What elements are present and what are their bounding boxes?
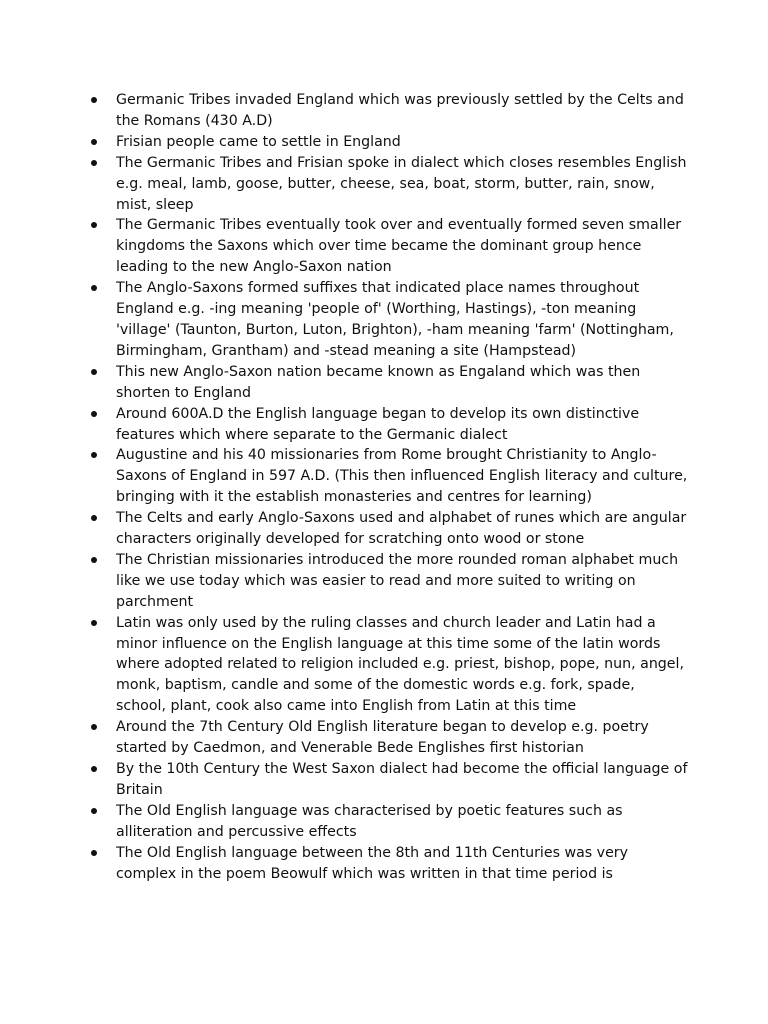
list-item-text: The Old English language between the 8th and 11th Centuries was very complex in the poem Beowulf which was written in that time period is [116, 844, 629, 882]
bullet-icon [91, 222, 97, 228]
list-item-text: Augustine and his 40 missionaries from Rome brought Christianity to Anglo-Saxons of England in 597 A.D. (This then influenced English literacy and culture, bringing with it the establish monasteries and centres for learning) [116, 447, 688, 506]
bullet-icon [91, 850, 97, 856]
list-item-text: This new Anglo-Saxon nation became known as Engaland which was then shorten to England [116, 363, 641, 401]
list-item [88, 613, 688, 718]
bullet-icon [91, 411, 97, 417]
list-item [88, 843, 688, 885]
list-item [88, 404, 688, 446]
bullet-icon [91, 766, 97, 772]
list-item-text: The Celts and early Anglo-Saxons used and alphabet of runes which are angular characters originally developed for scratching onto wood or stone [116, 510, 687, 548]
bullet-icon [91, 808, 97, 814]
list-item [88, 759, 688, 801]
list-item-text: Around the 7th Century Old English literature began to develop e.g. poetry started by Caedmon, and Venerable Bede Englishes first historian [116, 719, 649, 757]
list-item [88, 550, 688, 613]
list-item [88, 215, 688, 278]
bullet-icon [91, 160, 97, 166]
bullet-icon [91, 620, 97, 626]
list-item-text: The Germanic Tribes and Frisian spoke in dialect which closes resembles English e.g. meal, lamb, goose, butter, cheese, sea, boat, storm, butter, rain, snow, mist, sleep [116, 154, 687, 213]
list-item-text: Frisian people came to settle in England [116, 133, 401, 150]
list-item [88, 90, 688, 132]
list-item [88, 445, 688, 508]
list-item [88, 508, 688, 550]
bullet-list [88, 90, 688, 884]
list-item-text: Germanic Tribes invaded England which was previously settled by the Celts and the Romans (430 A.D) [116, 92, 684, 129]
bullet-icon [91, 557, 97, 563]
list-item [88, 132, 688, 153]
list-item [88, 801, 688, 843]
bullet-icon [91, 515, 97, 521]
list-item [88, 717, 688, 759]
bullet-icon [91, 369, 97, 375]
bullet-icon [91, 285, 97, 291]
bullet-icon [91, 452, 97, 458]
list-item-text: The Germanic Tribes eventually took over and eventually formed seven smaller kingdoms the Saxons which over time became the dominant group hence leading to the new Anglo-Saxon nation [116, 217, 682, 276]
bullet-icon [91, 97, 97, 103]
list-item-text: Latin was only used by the ruling classes and church leader and Latin had a minor influence on the English language at this time some of the latin words where adopted related to religion included e.g. priest, bishop, pope, nun, angel, monk, baptism, candle and some of the domestic words e.g. fork, spade, school, plant, cook also came into English from Latin at this time [116, 614, 684, 715]
list-item [88, 362, 688, 404]
bullet-icon [91, 139, 97, 145]
list-item-text: The Old English language was characterised by poetic features such as alliteration and percussive effects [116, 802, 623, 840]
list-item-text: The Anglo-Saxons formed suffixes that indicated place names throughout England e.g. -ing meaning 'people of' (Worthing, Hastings), -ton meaning 'village' (Taunton, Burton, Luton, Brighton), -ham meaning 'farm' (Nottingham, Birmingham, Grantham) and -stead meaning a site (Hampstead) [116, 280, 674, 359]
list-item [88, 153, 688, 216]
bullet-icon [91, 724, 97, 730]
list-item-text: The Christian missionaries introduced the more rounded roman alphabet much like we use today which was easier to read and more suited to writing on parchment [116, 551, 679, 610]
list-item [88, 278, 688, 362]
list-item-text: Around 600A.D the English language began to develop its own distinctive features which where separate to the Germanic dialect [116, 405, 640, 443]
list-item-text: By the 10th Century the West Saxon dialect had become the official language of Britain [116, 761, 688, 798]
